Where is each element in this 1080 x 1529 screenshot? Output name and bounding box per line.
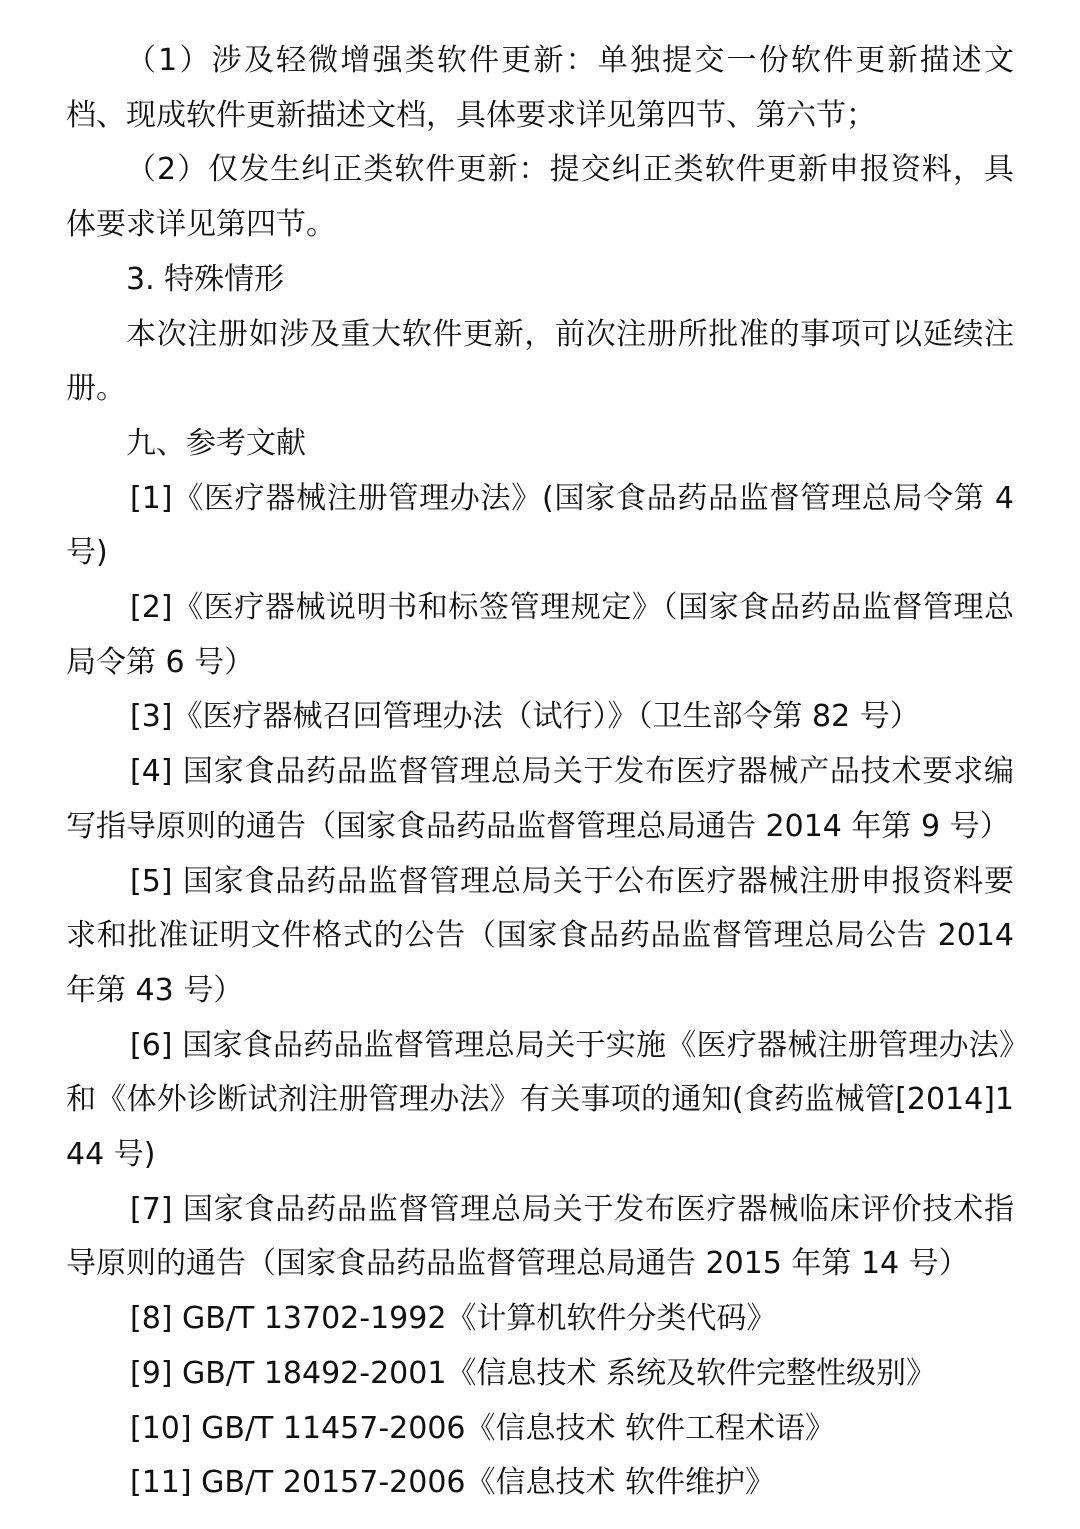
section-heading-references: 九、参考文献 (126, 425, 306, 461)
paragraph-corrective-update: （2）仅发生纠正类软件更新：提交纠正类软件更新申报资料，具体要求详见第四节。 (66, 152, 1014, 243)
reference-item: [11] GB/T 20157-2006《信息技术 软件维护》 (130, 1465, 776, 1501)
reference-item: [2]《医疗器械说明书和标签管理规定》（国家食品药品监督管理总局令第 6 号） (66, 590, 1014, 680)
section-heading-special-cases: 3. 特殊情形 (126, 261, 285, 297)
reference-item: [9] GB/T 18492-2001《信息技术 系统及软件完整性级别》 (130, 1355, 936, 1391)
reference-item: [1]《医疗器械注册管理办法》(国家食品药品监督管理总局令第 4 号) (66, 480, 1014, 571)
reference-item: [6] 国家食品药品监督管理总局关于实施《医疗器械注册管理办法》和《体外诊断试剂注册管理办法》有关事项的通知(食药监械管[2014]144 号) (66, 1027, 1014, 1173)
reference-item: [8] GB/T 13702-1992《计算机软件分类代码》 (130, 1301, 777, 1337)
reference-item: [5] 国家食品药品监督管理总局关于公布医疗器械注册申报资料要求和批准证明文件格式的公告（国家食品药品监督管理总局公告 2014 年第 43 号） (66, 863, 1014, 1008)
document-body (66, 34, 1014, 1511)
reference-item: [4] 国家食品药品监督管理总局关于发布医疗器械产品技术要求编写指导原则的通告（国家食品药品监督管理总局通告 2014 年第 9 号） (66, 754, 1014, 844)
reference-item: [7] 国家食品药品监督管理总局关于发布医疗器械临床评价技术指导原则的通告（国家食品药品监督管理总局通告 2015 年第 14 号） (66, 1191, 1014, 1282)
paragraph-minor-update: （1）涉及轻微增强类软件更新：单独提交一份软件更新描述文档、现成软件更新描述文档，具体要求详见第四节、第六节； (66, 43, 1014, 133)
paragraph-renewal: 本次注册如涉及重大软件更新，前次注册所批准的事项可以延续注册。 (66, 316, 1014, 407)
reference-item: [10] GB/T 11457-2006《信息技术 软件工程术语》 (130, 1410, 836, 1446)
reference-item: [3]《医疗器械召回管理办法（试行）》（卫生部令第 82 号） (130, 699, 920, 735)
